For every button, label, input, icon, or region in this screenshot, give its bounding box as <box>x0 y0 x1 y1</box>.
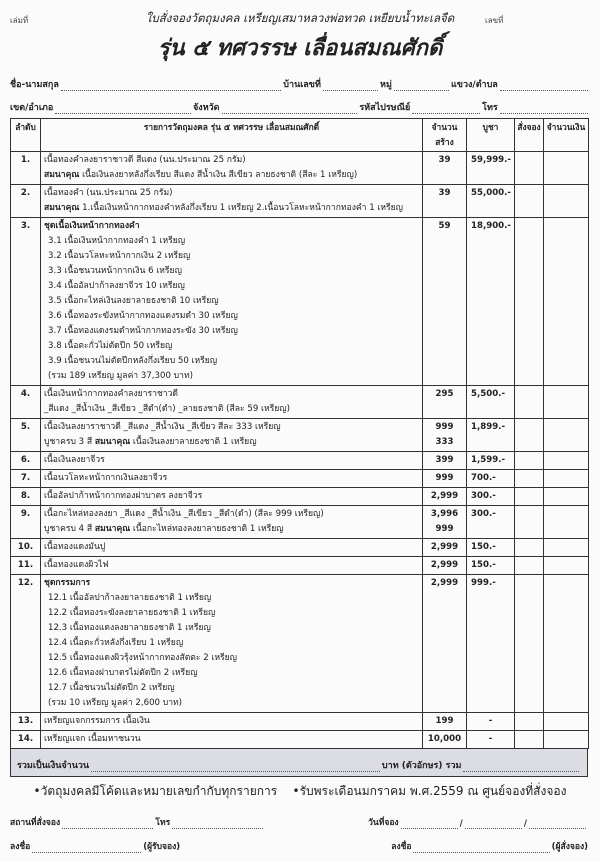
footer-phone-field[interactable] <box>172 819 263 829</box>
description-line <box>44 714 419 729</box>
line-text: 3.8 เนื้อตะกั่วไม่ตัดปีก 50 เหรียญ <box>48 341 173 351</box>
description-line <box>44 309 419 324</box>
description-line <box>44 621 419 636</box>
description-line <box>44 489 419 504</box>
subdistrict-label: แขวง/ตำบล <box>451 80 498 90</box>
quantity-value: 999 <box>435 422 454 432</box>
price-cell: 18,900.- <box>467 218 515 386</box>
line-text: เนื้อกะไหล่ทองลงยาลายธงชาติ 1 เหรียญ <box>130 524 284 534</box>
table-row <box>11 419 589 452</box>
bold-label: สมนาคุณ <box>94 437 131 447</box>
line-text: บูชาครบ 3 สี <box>44 437 95 447</box>
description-line <box>44 354 419 369</box>
date-month-field[interactable] <box>465 819 522 829</box>
line-text: เนื้อนวโลหะหน้ากากเงินลงยาจีวร <box>44 473 168 483</box>
line-text: บูชาครบ 4 สี <box>44 524 95 534</box>
amount-cell[interactable] <box>544 470 589 488</box>
line-text: 3.3 เนื้อชนวนหน้ากากเงิน 6 เหรียญ <box>48 266 182 276</box>
table-row <box>11 539 589 557</box>
line-text: เนื้ออัลปาก้าหน้ากากทองฝาบาตร ลงยาจีวร <box>44 491 203 501</box>
quantity-value: 2,999 <box>430 491 459 501</box>
order-cell[interactable] <box>515 731 544 749</box>
line-text: 3.5 เนื้อกะไหล่เงินลงยาลายธงชาติ 10 เหรียญ <box>48 296 219 306</box>
price-cell: 150.- <box>467 557 515 575</box>
quantity-value: 399 <box>435 455 454 465</box>
quantity-value: 295 <box>435 389 454 399</box>
line-text: เนื้อเงินหน้ากากทองคำลงยาราชาวดี <box>44 389 179 399</box>
order-cell[interactable] <box>515 185 544 218</box>
quantity-value: 999 <box>435 473 454 483</box>
total-baht-label: บาท (ตัวอักษร) รวม <box>381 761 462 771</box>
description-line <box>44 636 419 651</box>
description-line <box>44 576 419 591</box>
line-text: เนื้อทองแดงมันปู <box>44 542 106 552</box>
form-subtitle: รุ่น ๕ ทศวรรษ เลื่อนสมณศักดิ์ <box>157 36 443 61</box>
description-line <box>44 696 419 711</box>
item-description <box>41 731 423 749</box>
amount-cell[interactable] <box>544 185 589 218</box>
name-field[interactable] <box>61 81 281 91</box>
quantity-cell <box>423 419 467 452</box>
bold-label: ชุดกรรมการ <box>44 578 91 588</box>
item-description <box>41 218 423 386</box>
line-text: 12.1 เนื้ออัลปาก้าลงยาลายธงชาติ 1 เหรียญ <box>48 593 212 603</box>
bold-label: ชุดเนื้อเงินหน้ากากทองคำ <box>44 221 140 231</box>
description-line <box>44 186 419 201</box>
row-number: 7. <box>11 470 41 488</box>
moo-label: หมู่ <box>380 80 392 90</box>
order-cell[interactable] <box>515 488 544 506</box>
line-text: เนื้อเงินลงยาราชาวดี _สีแดง _สีน้ำเงิน _สีเขียว สีละ 333 เหรียญ <box>44 422 281 432</box>
items-table <box>10 118 589 749</box>
quantity-cell <box>423 452 467 470</box>
table-row <box>11 506 589 539</box>
item-description <box>41 386 423 419</box>
price-cell: 300.- <box>467 488 515 506</box>
description-line <box>44 666 419 681</box>
item-description <box>41 152 423 185</box>
quantity-cell <box>423 713 467 731</box>
description-line <box>44 249 419 264</box>
quantity-value: 2,999 <box>430 578 459 588</box>
table-row <box>11 470 589 488</box>
description-line <box>44 651 419 666</box>
order-cell[interactable] <box>515 452 544 470</box>
item-description <box>41 419 423 452</box>
name-label: ชื่อ-นามสกุล <box>10 80 59 90</box>
amount-cell[interactable] <box>544 419 589 452</box>
description-line <box>44 324 419 339</box>
table-row <box>11 557 589 575</box>
description-line <box>44 168 419 183</box>
line-text: 1.เนื้อเงินหน้ากากทองคำหลังกึ่งเรียบ 1 เหรียญ 2.เนื้อนวโลหะหน้ากากทองคำ 1 เหรียญ <box>79 203 403 213</box>
line-text: เนื้อทองแดงผิวไฟ <box>44 560 109 570</box>
order-cell[interactable] <box>515 386 544 419</box>
table-row <box>11 488 589 506</box>
amount-cell[interactable] <box>544 575 589 713</box>
description-line <box>44 234 419 249</box>
price-cell: 55,000.- <box>467 185 515 218</box>
place-field[interactable] <box>62 819 153 829</box>
date-day-field[interactable] <box>401 819 458 829</box>
line-text: (รวม 189 เหรียญ มูลค่า 37,300 บาท) <box>48 371 193 381</box>
total-label: รวมเป็นเงินจำนวน <box>17 761 90 771</box>
receiver-sign-field[interactable] <box>32 843 141 853</box>
line-text: 3.7 เนื้อทองแดงรมดำหน้ากากทองระฆัง 30 เหรียญ <box>48 326 238 336</box>
postcode-field[interactable] <box>412 104 480 114</box>
table-row <box>11 218 589 386</box>
amount-cell[interactable] <box>544 713 589 731</box>
date-year-field[interactable] <box>529 819 586 829</box>
item-description <box>41 488 423 506</box>
description-line <box>44 558 419 573</box>
quantity-value: 3,996 <box>430 509 459 519</box>
line-text: เหรียญแจก เนื้อมหาชนวน <box>44 734 141 744</box>
district-label: เขต/อำเภอ <box>10 103 54 113</box>
price-cell: 59,999.- <box>467 152 515 185</box>
line-text: 12.4 เนื้อตะกั่วหลังกึ่งเรียบ 1 เหรียญ <box>48 638 184 648</box>
quantity-value: 59 <box>438 221 451 231</box>
description-line <box>44 591 419 606</box>
table-header <box>11 119 589 152</box>
quantity-value: 2,999 <box>430 560 459 570</box>
line-text: 12.3 เนื้อทองแดงลงยาลายธงชาติ 1 เหรียญ <box>48 623 211 633</box>
subdistrict-field[interactable] <box>500 81 588 91</box>
place-label: สถานที่สั่งจอง <box>10 818 61 828</box>
moo-field[interactable] <box>394 81 449 91</box>
amount-cell[interactable] <box>544 557 589 575</box>
line-text: เนื้อทองคำลงยาราชาวดี สีแดง (นน.ประมาณ 25 กรัม) <box>44 155 246 165</box>
row-number: 9. <box>11 506 41 539</box>
notes <box>0 783 600 799</box>
province-field[interactable] <box>222 104 358 114</box>
description-line <box>44 681 419 696</box>
price-cell: 1,899.- <box>467 419 515 452</box>
footer-row-2 <box>10 839 588 861</box>
amount-cell[interactable] <box>544 386 589 419</box>
phone-label: โทร <box>482 103 498 113</box>
order-cell[interactable] <box>515 557 544 575</box>
quantity-cell <box>423 575 467 713</box>
item-description <box>41 575 423 713</box>
line-text: 12.5 เนื้อทองแดงผิวรุ้งหน้ากากทองสัตตะ 2 เหรียญ <box>48 653 237 663</box>
description-line <box>44 435 419 450</box>
total-text-field[interactable] <box>463 762 579 772</box>
amount-cell[interactable] <box>544 539 589 557</box>
line-text: เนื้อทองคำ (นน.ประมาณ 25 กรัม) <box>44 188 173 198</box>
quantity-value: 39 <box>438 155 451 165</box>
price-cell: 999.- <box>467 575 515 713</box>
total-row <box>10 749 588 777</box>
quantity-cell <box>423 152 467 185</box>
item-description <box>41 185 423 218</box>
price-cell: 150.- <box>467 539 515 557</box>
description-line <box>44 294 419 309</box>
row-number: 14. <box>11 731 41 749</box>
postcode-label: รหัสไปรษณีย์ <box>359 103 411 113</box>
line-text: 12.6 เนื้อทองฝาบาตรไม่ตัดปีก 2 เหรียญ <box>48 668 198 678</box>
order-cell[interactable] <box>515 539 544 557</box>
line-text: 3.9 เนื้อชนวนไม่ตัดปีกหลังกึ่งเรียบ 50 เหรียญ <box>48 356 218 366</box>
orderer-sign-label: ลงชื่อ <box>391 842 412 852</box>
amount-cell[interactable] <box>544 218 589 386</box>
col-order: สั่งจอง <box>515 119 544 152</box>
description-line <box>44 387 419 402</box>
price-cell: - <box>467 731 515 749</box>
table-row <box>11 731 589 749</box>
quantity-value: 2,999 <box>430 542 459 552</box>
line-text: 3.4 เนื้ออัลปาก้าลงยาจีวร 10 เหรียญ <box>48 281 185 291</box>
price-cell: 300.- <box>467 506 515 539</box>
quantity-value: 39 <box>438 188 451 198</box>
col-price: บูชา <box>467 119 515 152</box>
quantity-cell <box>423 470 467 488</box>
quantity-cell <box>423 506 467 539</box>
row-number: 2. <box>11 185 41 218</box>
line-text: 3.6 เนื้อทองระฆังหน้ากากทองแดงรมดำ 30 เหรียญ <box>48 311 238 321</box>
line-text: 12.7 เนื้อชนวนไม่ตัดปีก 2 เหรียญ <box>48 683 175 693</box>
date-label: วันที่จอง <box>368 818 399 828</box>
col-no: ลำดับ <box>11 119 41 152</box>
note-1: •วัตถุมงคลมีโค้ดและหมายเลขกำกับทุกรายการ <box>33 784 278 798</box>
customer-row-2 <box>10 100 590 114</box>
row-number: 6. <box>11 452 41 470</box>
quantity-cell <box>423 185 467 218</box>
item-description <box>41 470 423 488</box>
form-number-label: เลขที่ <box>485 16 504 25</box>
amount-cell[interactable] <box>544 731 589 749</box>
amount-cell[interactable] <box>544 506 589 539</box>
item-description <box>41 452 423 470</box>
description-line <box>44 420 419 435</box>
description-line <box>44 153 419 168</box>
item-description <box>41 506 423 539</box>
order-cell[interactable] <box>515 470 544 488</box>
orderer-sign-field[interactable] <box>413 843 549 853</box>
form-title: ใบสั่งจองวัตถุมงคล เหรียญเสมาหลวงพ่อทวด เหยียบน้ำทะเลจืด <box>145 11 455 25</box>
description-line <box>44 219 419 234</box>
item-description <box>41 557 423 575</box>
order-cell[interactable] <box>515 152 544 185</box>
quantity-cell <box>423 488 467 506</box>
quantity-cell <box>423 386 467 419</box>
row-number: 4. <box>11 386 41 419</box>
receiver-sign-label: ลงชื่อ <box>10 842 31 852</box>
description-line <box>44 606 419 621</box>
line-text: 3.2 เนื้อนวโลหะหน้ากากเงิน 2 เหรียญ <box>48 251 191 261</box>
description-line <box>44 339 419 354</box>
phone-field[interactable] <box>500 104 588 114</box>
quantity-value: 999 <box>435 524 454 534</box>
quantity-cell <box>423 218 467 386</box>
amount-cell[interactable] <box>544 452 589 470</box>
description-line <box>44 522 419 537</box>
description-line <box>44 471 419 486</box>
amount-cell[interactable] <box>544 488 589 506</box>
line-text: (รวม 10 เหรียญ มูลค่า 2,600 บาท) <box>48 698 183 708</box>
row-number: 8. <box>11 488 41 506</box>
order-cell[interactable] <box>515 575 544 713</box>
row-number: 3. <box>11 218 41 386</box>
table-row <box>11 713 589 731</box>
description-line <box>44 453 419 468</box>
description-line <box>44 732 419 747</box>
quantity-cell <box>423 539 467 557</box>
description-line <box>44 264 419 279</box>
col-amount: จำนวนเงิน <box>544 119 589 152</box>
line-text: 12.2 เนื้อทองระฆังลงยาลายธงชาติ 1 เหรียญ <box>48 608 216 618</box>
footer-phone-label: โทร <box>155 818 171 828</box>
orderer-label: (ผู้สั่งจอง) <box>551 842 588 852</box>
item-description <box>41 539 423 557</box>
line-text: เนื้อเงินลงยาลายธงชาติ 1 เหรียญ <box>130 437 257 447</box>
bold-label: สมนาคุณ <box>44 203 80 213</box>
line-text: เหรียญแจกกรรมการ เนื้อเงิน <box>44 716 150 726</box>
description-line <box>44 201 419 216</box>
line-text: _สีแดง _สีน้ำเงิน _สีเขียว _สีดำ(ดำ) _ลายธงชาติ (สีละ 59 เหรียญ) <box>44 404 290 414</box>
row-number: 10. <box>11 539 41 557</box>
col-item: รายการวัตถุมงคล รุ่น ๕ ทศวรรษ เลื่อนสมณศักดิ์ <box>41 119 423 152</box>
price-cell: 1,599.- <box>467 452 515 470</box>
order-cell[interactable] <box>515 713 544 731</box>
total-amount-field[interactable] <box>91 762 380 772</box>
col-qty: จำนวนสร้าง <box>423 119 467 152</box>
receiver-label: (ผู้รับจอง) <box>143 842 181 852</box>
order-cell[interactable] <box>515 218 544 386</box>
house-no-field[interactable] <box>323 81 378 91</box>
line-text: 3.1 เนื้อเงินหน้ากากทองคำ 1 เหรียญ <box>48 236 186 246</box>
table-row <box>11 575 589 713</box>
house-no-label: บ้านเลขที่ <box>283 80 321 90</box>
footer-row-1: สถานที่สั่งจอง โทร วันที่จอง / / <box>10 815 588 829</box>
quantity-cell <box>423 557 467 575</box>
note-2: •รับพระเดือนมกราคม พ.ศ.2559 ณ ศูนย์จองที่สั่งจอง <box>292 784 567 798</box>
description-line <box>44 279 419 294</box>
bold-label: สมนาคุณ <box>94 524 131 534</box>
table-row <box>11 386 589 419</box>
table-row <box>11 452 589 470</box>
item-description <box>41 713 423 731</box>
price-cell: 700.- <box>467 470 515 488</box>
form-body <box>0 118 600 861</box>
description-line <box>44 402 419 417</box>
row-number: 5. <box>11 419 41 452</box>
line-text: เนื้อเงินลงยาจีวร <box>44 455 105 465</box>
line-text: เนื้อกะไหล่ทองลงยา _สีแดง _สีน้ำเงิน _สีเขียว _สีดำ(ดำ) (สีละ 999 เหรียญ) <box>44 509 324 519</box>
row-number: 1. <box>11 152 41 185</box>
bold-label: สมนาคุณ <box>44 170 80 180</box>
description-line <box>44 540 419 555</box>
description-line <box>44 369 419 384</box>
district-field[interactable] <box>55 104 191 114</box>
amount-cell[interactable] <box>544 152 589 185</box>
quantity-cell <box>423 731 467 749</box>
row-number: 11. <box>11 557 41 575</box>
book-number-label: เล่มที่ <box>10 16 29 25</box>
quantity-value: 333 <box>435 437 454 447</box>
table-row <box>11 152 589 185</box>
province-label: จังหวัด <box>193 103 220 113</box>
order-cell[interactable] <box>515 506 544 539</box>
price-cell: - <box>467 713 515 731</box>
row-number: 12. <box>11 575 41 713</box>
customer-row-1 <box>10 77 590 91</box>
row-number: 13. <box>11 713 41 731</box>
price-cell: 5,500.- <box>467 386 515 419</box>
line-text: เนื้อเงินลงยาหลังกึ่งเรียบ สีแดง สีน้ำเงิน สีเขียว ลายธงชาติ (สีละ 1 เหรียญ) <box>79 170 358 180</box>
table-row <box>11 185 589 218</box>
quantity-value: 10,000 <box>427 734 462 744</box>
order-cell[interactable] <box>515 419 544 452</box>
quantity-value: 199 <box>435 716 454 726</box>
description-line <box>44 507 419 522</box>
